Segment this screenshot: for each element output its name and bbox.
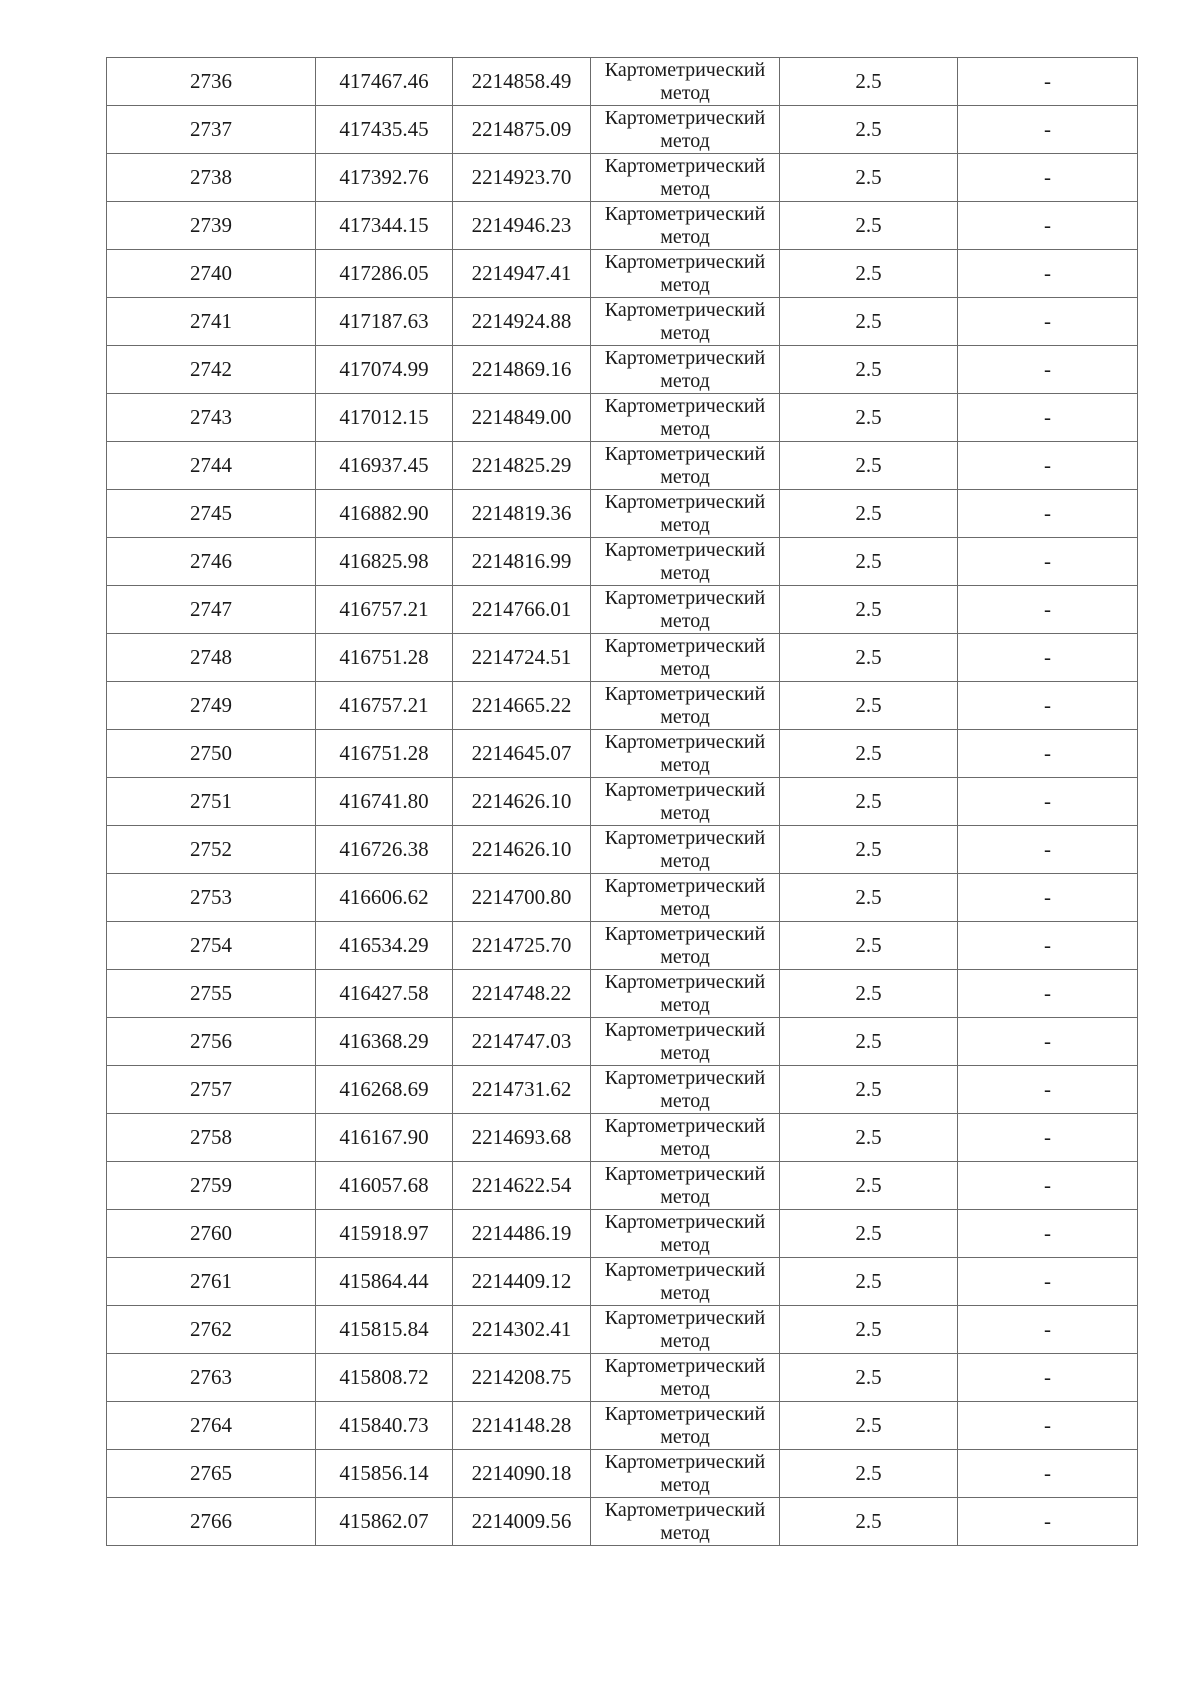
- accuracy-cell: 2.5: [780, 1450, 958, 1498]
- method-line-2: метод: [660, 801, 710, 824]
- note-cell: -: [958, 1450, 1138, 1498]
- accuracy-cell: 2.5: [780, 826, 958, 874]
- x-coordinate-cell: 415840.73: [316, 1402, 453, 1450]
- accuracy-cell: 2.5: [780, 442, 958, 490]
- method-line-2: метод: [660, 129, 710, 152]
- x-coordinate-cell: 416167.90: [316, 1114, 453, 1162]
- x-coordinate-cell: 417187.63: [316, 298, 453, 346]
- table-row: [107, 154, 1138, 202]
- y-coordinate-cell: 2214766.01: [453, 586, 591, 634]
- accuracy-cell: 2.5: [780, 1498, 958, 1546]
- note-cell: -: [958, 154, 1138, 202]
- x-coordinate-cell: 417012.15: [316, 394, 453, 442]
- accuracy-cell: 2.5: [780, 490, 958, 538]
- accuracy-cell: 2.5: [780, 586, 958, 634]
- method-cell: [591, 202, 780, 250]
- x-coordinate-cell: 415856.14: [316, 1450, 453, 1498]
- y-coordinate-cell: 2214622.54: [453, 1162, 591, 1210]
- point-number-cell: 2751: [107, 778, 316, 826]
- note-cell: -: [958, 1402, 1138, 1450]
- x-coordinate-cell: 415815.84: [316, 1306, 453, 1354]
- note-cell: -: [958, 922, 1138, 970]
- point-number-cell: 2746: [107, 538, 316, 586]
- method-line-2: метод: [660, 417, 710, 440]
- point-number-cell: 2764: [107, 1402, 316, 1450]
- y-coordinate-cell: 2214009.56: [453, 1498, 591, 1546]
- accuracy-cell: 2.5: [780, 58, 958, 106]
- table-row: [107, 682, 1138, 730]
- accuracy-cell: 2.5: [780, 1354, 958, 1402]
- table-row: [107, 1498, 1138, 1546]
- accuracy-cell: 2.5: [780, 634, 958, 682]
- table-row: [107, 58, 1138, 106]
- y-coordinate-cell: 2214748.22: [453, 970, 591, 1018]
- accuracy-cell: 2.5: [780, 730, 958, 778]
- note-cell: -: [958, 490, 1138, 538]
- table-row: [107, 490, 1138, 538]
- method-line-2: метод: [660, 1137, 710, 1160]
- method-line-2: метод: [660, 513, 710, 536]
- method-cell: [591, 922, 780, 970]
- method-cell: [591, 1066, 780, 1114]
- method-line-1: Картометрический: [604, 1162, 766, 1185]
- y-coordinate-cell: 2214626.10: [453, 826, 591, 874]
- method-cell: [591, 1162, 780, 1210]
- y-coordinate-cell: 2214208.75: [453, 1354, 591, 1402]
- point-number-cell: 2743: [107, 394, 316, 442]
- table-row: [107, 778, 1138, 826]
- note-cell: -: [958, 538, 1138, 586]
- method-line-2: метод: [660, 897, 710, 920]
- accuracy-cell: 2.5: [780, 1066, 958, 1114]
- point-number-cell: 2757: [107, 1066, 316, 1114]
- table-row: [107, 1210, 1138, 1258]
- method-line-2: метод: [660, 1233, 710, 1256]
- method-cell: [591, 586, 780, 634]
- x-coordinate-cell: 416825.98: [316, 538, 453, 586]
- method-line-1: Картометрический: [604, 1306, 766, 1329]
- y-coordinate-cell: 2214302.41: [453, 1306, 591, 1354]
- y-coordinate-cell: 2214747.03: [453, 1018, 591, 1066]
- point-number-cell: 2760: [107, 1210, 316, 1258]
- note-cell: -: [958, 394, 1138, 442]
- table-row: [107, 826, 1138, 874]
- method-line-2: метод: [660, 321, 710, 344]
- y-coordinate-cell: 2214816.99: [453, 538, 591, 586]
- method-cell: [591, 346, 780, 394]
- note-cell: -: [958, 346, 1138, 394]
- method-line-2: метод: [660, 1041, 710, 1064]
- method-cell: [591, 154, 780, 202]
- y-coordinate-cell: 2214869.16: [453, 346, 591, 394]
- method-line-2: метод: [660, 369, 710, 392]
- accuracy-cell: 2.5: [780, 154, 958, 202]
- method-line-1: Картометрический: [604, 778, 766, 801]
- note-cell: -: [958, 250, 1138, 298]
- table-row: [107, 1402, 1138, 1450]
- point-number-cell: 2745: [107, 490, 316, 538]
- x-coordinate-cell: 416057.68: [316, 1162, 453, 1210]
- x-coordinate-cell: 416368.29: [316, 1018, 453, 1066]
- method-line-1: Картометрический: [604, 970, 766, 993]
- method-cell: [591, 1354, 780, 1402]
- note-cell: -: [958, 1354, 1138, 1402]
- table-row: [107, 874, 1138, 922]
- point-number-cell: 2759: [107, 1162, 316, 1210]
- method-line-1: Картометрический: [604, 298, 766, 321]
- x-coordinate-cell: 417344.15: [316, 202, 453, 250]
- accuracy-cell: 2.5: [780, 874, 958, 922]
- y-coordinate-cell: 2214875.09: [453, 106, 591, 154]
- accuracy-cell: 2.5: [780, 1402, 958, 1450]
- method-line-2: метод: [660, 225, 710, 248]
- x-coordinate-cell: 417286.05: [316, 250, 453, 298]
- note-cell: -: [958, 730, 1138, 778]
- method-line-1: Картометрический: [604, 1354, 766, 1377]
- method-cell: [591, 250, 780, 298]
- table-row: [107, 730, 1138, 778]
- method-line-1: Картометрический: [604, 490, 766, 513]
- y-coordinate-cell: 2214409.12: [453, 1258, 591, 1306]
- y-coordinate-cell: 2214725.70: [453, 922, 591, 970]
- method-line-2: метод: [660, 1281, 710, 1304]
- table-row: [107, 970, 1138, 1018]
- accuracy-cell: 2.5: [780, 1162, 958, 1210]
- method-cell: [591, 490, 780, 538]
- method-line-2: метод: [660, 945, 710, 968]
- accuracy-cell: 2.5: [780, 1210, 958, 1258]
- x-coordinate-cell: 415808.72: [316, 1354, 453, 1402]
- note-cell: -: [958, 1018, 1138, 1066]
- method-line-1: Картометрический: [604, 154, 766, 177]
- method-cell: [591, 538, 780, 586]
- method-line-1: Картометрический: [604, 202, 766, 225]
- point-number-cell: 2739: [107, 202, 316, 250]
- table-row: [107, 1450, 1138, 1498]
- table-row: [107, 346, 1138, 394]
- table-row: [107, 298, 1138, 346]
- point-number-cell: 2747: [107, 586, 316, 634]
- point-number-cell: 2741: [107, 298, 316, 346]
- x-coordinate-cell: 416751.28: [316, 730, 453, 778]
- point-number-cell: 2756: [107, 1018, 316, 1066]
- note-cell: -: [958, 1066, 1138, 1114]
- method-cell: [591, 106, 780, 154]
- y-coordinate-cell: 2214486.19: [453, 1210, 591, 1258]
- method-line-1: Картометрический: [604, 538, 766, 561]
- point-number-cell: 2758: [107, 1114, 316, 1162]
- method-line-1: Картометрический: [604, 58, 766, 81]
- accuracy-cell: 2.5: [780, 298, 958, 346]
- method-line-2: метод: [660, 177, 710, 200]
- x-coordinate-cell: 416937.45: [316, 442, 453, 490]
- table-row: [107, 394, 1138, 442]
- accuracy-cell: 2.5: [780, 1114, 958, 1162]
- method-line-1: Картометрический: [604, 1498, 766, 1521]
- y-coordinate-cell: 2214090.18: [453, 1450, 591, 1498]
- method-line-2: метод: [660, 705, 710, 728]
- x-coordinate-cell: 416534.29: [316, 922, 453, 970]
- method-line-1: Картометрический: [604, 1402, 766, 1425]
- method-cell: [591, 58, 780, 106]
- y-coordinate-cell: 2214724.51: [453, 634, 591, 682]
- point-number-cell: 2754: [107, 922, 316, 970]
- y-coordinate-cell: 2214858.49: [453, 58, 591, 106]
- x-coordinate-cell: 417392.76: [316, 154, 453, 202]
- table-row: [107, 538, 1138, 586]
- method-cell: [591, 1498, 780, 1546]
- method-line-1: Картометрический: [604, 1114, 766, 1137]
- method-cell: [591, 778, 780, 826]
- x-coordinate-cell: 415918.97: [316, 1210, 453, 1258]
- x-coordinate-cell: 417074.99: [316, 346, 453, 394]
- method-cell: [591, 730, 780, 778]
- point-number-cell: 2750: [107, 730, 316, 778]
- note-cell: -: [958, 1210, 1138, 1258]
- method-line-1: Картометрический: [604, 250, 766, 273]
- note-cell: -: [958, 1162, 1138, 1210]
- y-coordinate-cell: 2214924.88: [453, 298, 591, 346]
- x-coordinate-cell: 416427.58: [316, 970, 453, 1018]
- method-cell: [591, 1402, 780, 1450]
- y-coordinate-cell: 2214148.28: [453, 1402, 591, 1450]
- method-cell: [591, 634, 780, 682]
- y-coordinate-cell: 2214819.36: [453, 490, 591, 538]
- method-line-1: Картометрический: [604, 634, 766, 657]
- method-line-1: Картометрический: [604, 682, 766, 705]
- y-coordinate-cell: 2214849.00: [453, 394, 591, 442]
- method-line-1: Картометрический: [604, 1210, 766, 1233]
- accuracy-cell: 2.5: [780, 202, 958, 250]
- note-cell: -: [958, 970, 1138, 1018]
- point-number-cell: 2766: [107, 1498, 316, 1546]
- method-cell: [591, 442, 780, 490]
- method-line-1: Картометрический: [604, 586, 766, 609]
- point-number-cell: 2755: [107, 970, 316, 1018]
- note-cell: -: [958, 682, 1138, 730]
- point-number-cell: 2742: [107, 346, 316, 394]
- table-row: [107, 1354, 1138, 1402]
- method-line-1: Картометрический: [604, 826, 766, 849]
- y-coordinate-cell: 2214731.62: [453, 1066, 591, 1114]
- note-cell: -: [958, 1306, 1138, 1354]
- method-line-1: Картометрический: [604, 442, 766, 465]
- point-number-cell: 2738: [107, 154, 316, 202]
- y-coordinate-cell: 2214700.80: [453, 874, 591, 922]
- note-cell: -: [958, 1114, 1138, 1162]
- point-number-cell: 2765: [107, 1450, 316, 1498]
- table-row: [107, 1162, 1138, 1210]
- method-line-1: Картометрический: [604, 1258, 766, 1281]
- method-cell: [591, 298, 780, 346]
- coordinates-table: [106, 57, 1138, 1546]
- method-line-2: метод: [660, 1425, 710, 1448]
- method-cell: [591, 394, 780, 442]
- method-cell: [591, 1258, 780, 1306]
- point-number-cell: 2762: [107, 1306, 316, 1354]
- method-cell: [591, 826, 780, 874]
- note-cell: -: [958, 202, 1138, 250]
- table-row: [107, 202, 1138, 250]
- method-cell: [591, 1306, 780, 1354]
- method-cell: [591, 1210, 780, 1258]
- method-line-2: метод: [660, 1185, 710, 1208]
- point-number-cell: 2749: [107, 682, 316, 730]
- y-coordinate-cell: 2214923.70: [453, 154, 591, 202]
- method-line-1: Картометрический: [604, 730, 766, 753]
- accuracy-cell: 2.5: [780, 106, 958, 154]
- note-cell: -: [958, 634, 1138, 682]
- coordinates-table-body: [107, 58, 1138, 1546]
- y-coordinate-cell: 2214825.29: [453, 442, 591, 490]
- method-cell: [591, 1018, 780, 1066]
- point-number-cell: 2740: [107, 250, 316, 298]
- note-cell: -: [958, 58, 1138, 106]
- note-cell: -: [958, 298, 1138, 346]
- accuracy-cell: 2.5: [780, 970, 958, 1018]
- note-cell: -: [958, 442, 1138, 490]
- accuracy-cell: 2.5: [780, 250, 958, 298]
- accuracy-cell: 2.5: [780, 778, 958, 826]
- method-line-1: Картометрический: [604, 1450, 766, 1473]
- method-line-2: метод: [660, 1473, 710, 1496]
- y-coordinate-cell: 2214693.68: [453, 1114, 591, 1162]
- table-row: [107, 634, 1138, 682]
- method-line-2: метод: [660, 1377, 710, 1400]
- method-line-2: метод: [660, 465, 710, 488]
- accuracy-cell: 2.5: [780, 682, 958, 730]
- table-row: [107, 1018, 1138, 1066]
- y-coordinate-cell: 2214947.41: [453, 250, 591, 298]
- note-cell: -: [958, 586, 1138, 634]
- note-cell: -: [958, 778, 1138, 826]
- y-coordinate-cell: 2214946.23: [453, 202, 591, 250]
- x-coordinate-cell: 416726.38: [316, 826, 453, 874]
- note-cell: -: [958, 1498, 1138, 1546]
- table-row: [107, 1306, 1138, 1354]
- table-row: [107, 106, 1138, 154]
- x-coordinate-cell: 417435.45: [316, 106, 453, 154]
- method-line-2: метод: [660, 993, 710, 1016]
- accuracy-cell: 2.5: [780, 394, 958, 442]
- x-coordinate-cell: 416751.28: [316, 634, 453, 682]
- x-coordinate-cell: 415862.07: [316, 1498, 453, 1546]
- table-row: [107, 922, 1138, 970]
- note-cell: -: [958, 826, 1138, 874]
- accuracy-cell: 2.5: [780, 1258, 958, 1306]
- method-cell: [591, 874, 780, 922]
- method-line-2: метод: [660, 849, 710, 872]
- x-coordinate-cell: 416757.21: [316, 586, 453, 634]
- x-coordinate-cell: 415864.44: [316, 1258, 453, 1306]
- method-cell: [591, 970, 780, 1018]
- point-number-cell: 2748: [107, 634, 316, 682]
- note-cell: -: [958, 874, 1138, 922]
- table-row: [107, 586, 1138, 634]
- method-line-2: метод: [660, 1329, 710, 1352]
- method-line-2: метод: [660, 81, 710, 104]
- accuracy-cell: 2.5: [780, 1018, 958, 1066]
- point-number-cell: 2752: [107, 826, 316, 874]
- method-line-1: Картометрический: [604, 874, 766, 897]
- point-number-cell: 2753: [107, 874, 316, 922]
- x-coordinate-cell: 416268.69: [316, 1066, 453, 1114]
- method-cell: [591, 682, 780, 730]
- method-line-2: метод: [660, 657, 710, 680]
- point-number-cell: 2744: [107, 442, 316, 490]
- method-line-1: Картометрический: [604, 1018, 766, 1041]
- x-coordinate-cell: 416606.62: [316, 874, 453, 922]
- point-number-cell: 2736: [107, 58, 316, 106]
- accuracy-cell: 2.5: [780, 922, 958, 970]
- x-coordinate-cell: 416741.80: [316, 778, 453, 826]
- method-line-2: метод: [660, 1089, 710, 1112]
- note-cell: -: [958, 1258, 1138, 1306]
- table-row: [107, 1258, 1138, 1306]
- x-coordinate-cell: 416757.21: [316, 682, 453, 730]
- point-number-cell: 2737: [107, 106, 316, 154]
- method-line-2: метод: [660, 273, 710, 296]
- point-number-cell: 2763: [107, 1354, 316, 1402]
- point-number-cell: 2761: [107, 1258, 316, 1306]
- y-coordinate-cell: 2214626.10: [453, 778, 591, 826]
- method-line-2: метод: [660, 1521, 710, 1544]
- x-coordinate-cell: 417467.46: [316, 58, 453, 106]
- note-cell: -: [958, 106, 1138, 154]
- method-cell: [591, 1450, 780, 1498]
- method-line-2: метод: [660, 561, 710, 584]
- y-coordinate-cell: 2214665.22: [453, 682, 591, 730]
- method-line-1: Картометрический: [604, 922, 766, 945]
- method-line-1: Картометрический: [604, 1066, 766, 1089]
- method-line-1: Картометрический: [604, 394, 766, 417]
- method-cell: [591, 1114, 780, 1162]
- method-line-1: Картометрический: [604, 106, 766, 129]
- accuracy-cell: 2.5: [780, 1306, 958, 1354]
- table-row: [107, 1114, 1138, 1162]
- method-line-1: Картометрический: [604, 346, 766, 369]
- method-line-2: метод: [660, 609, 710, 632]
- table-row: [107, 250, 1138, 298]
- accuracy-cell: 2.5: [780, 346, 958, 394]
- table-row: [107, 442, 1138, 490]
- y-coordinate-cell: 2214645.07: [453, 730, 591, 778]
- x-coordinate-cell: 416882.90: [316, 490, 453, 538]
- method-line-2: метод: [660, 753, 710, 776]
- accuracy-cell: 2.5: [780, 538, 958, 586]
- table-row: [107, 1066, 1138, 1114]
